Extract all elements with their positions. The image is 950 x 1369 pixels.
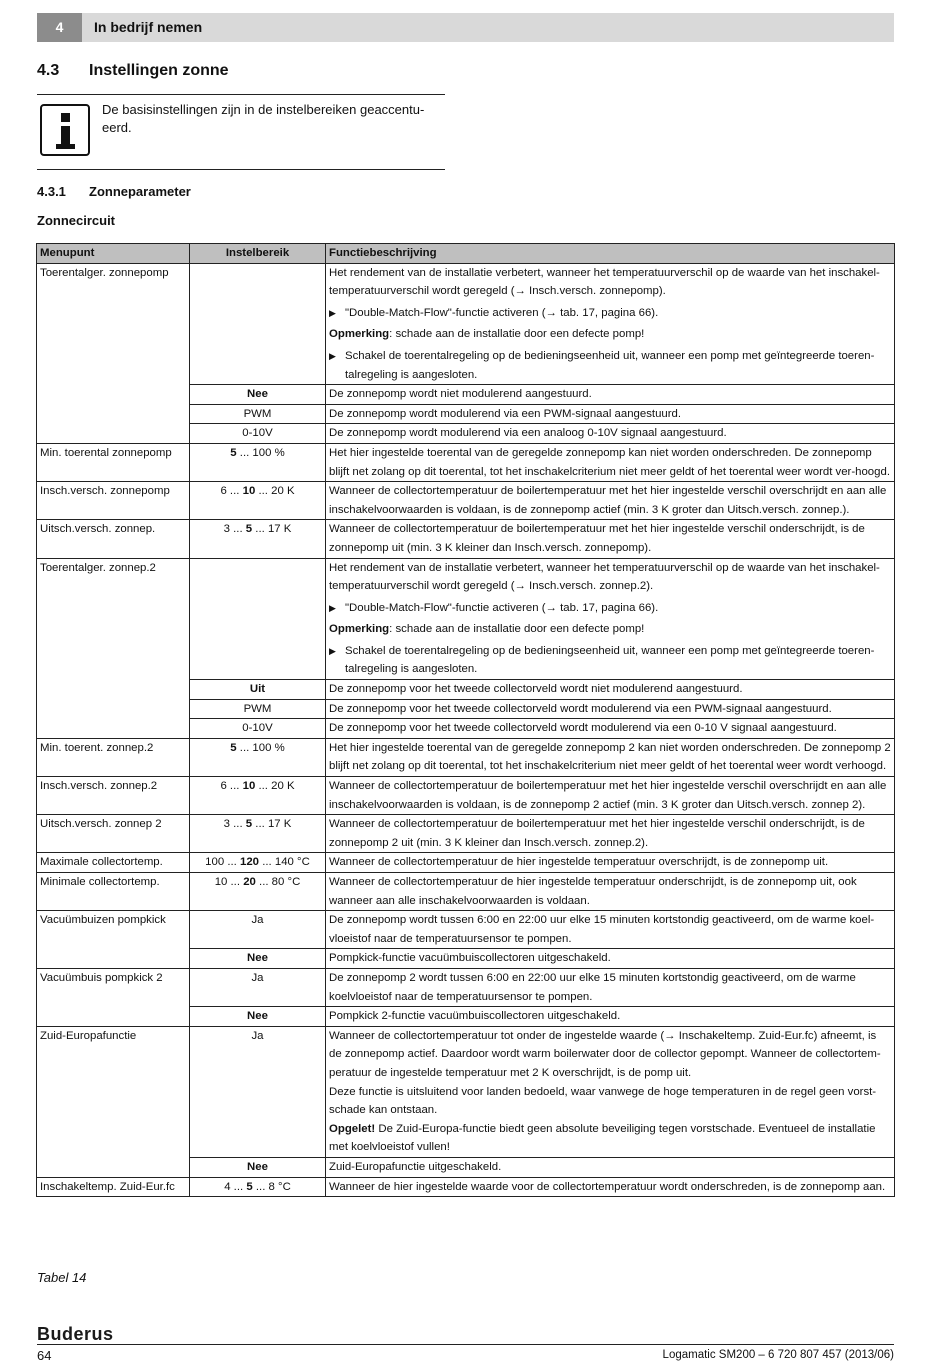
description: Wanneer de collectortemperatuur de hier ingestelde temperatuur onderschrijdt, is de zonnepomp uit, ook wanneer aan alle inschakelvoorwaarden is voldaan. (326, 873, 895, 911)
setting-range: 3 ... 5 ... 17 K (190, 520, 326, 558)
menu-item: Zuid-Europafunctie (37, 1026, 190, 1177)
menu-item: Toerentalger. zonnep.2 (37, 558, 190, 738)
setting-range: 5 ... 100 % (190, 443, 326, 481)
table-row (37, 1026, 895, 1157)
description: Wanneer de collectortemperatuur de hier ingestelde temperatuur overschrijdt, is de zonnepomp uit. (326, 853, 895, 873)
option-description: Zuid-Europafunctie uitgeschakeld. (326, 1157, 895, 1177)
table-row (37, 443, 895, 481)
chapter-number: 4 (37, 13, 82, 42)
table-row (37, 520, 895, 558)
option-range: 0-10V (190, 424, 326, 444)
option-description: De zonnepomp voor het tweede collectorveld wordt modulerend via een 0-10 V signaal aangestuurd. (326, 719, 895, 739)
description: Wanneer de collectortemperatuur de boilertemperatuur met het hier ingestelde verschil onderschrijdt, is de zonnepomp uit (min. 3 K kleiner dan Insch.versch. zonnepomp). (326, 520, 895, 558)
setting-range: 6 ... 10 ... 20 K (190, 482, 326, 520)
table-row (37, 853, 895, 873)
bullet-arrow-icon: ▶ (329, 645, 336, 656)
settings-table (36, 243, 895, 1197)
option-range: Uit (190, 680, 326, 700)
description: Wanneer de hier ingestelde waarde voor de collectortemperatuur wordt onderschreden, is de zonnepomp aan. (326, 1177, 895, 1197)
col-header-menupunt: Menupunt (37, 244, 190, 264)
table-row (37, 968, 895, 1006)
option-range: Nee (190, 1007, 326, 1027)
option-description: De zonnepomp wordt modulerend via een PWM-signaal aangestuurd. (326, 404, 895, 424)
menu-item: Toerentalger. zonnepomp (37, 263, 190, 443)
option-description: Pompkick-functie vacuümbuiscollectoren uitgeschakeld. (326, 949, 895, 969)
bullet-arrow-icon: ▶ (329, 307, 336, 318)
brand-logo: Buderus (37, 1324, 114, 1344)
menu-item: Insch.versch. zonnepomp (37, 482, 190, 520)
option-description: Pompkick 2-functie vacuümbuiscollectoren uitgeschakeld. (326, 1007, 895, 1027)
option-range: Ja (190, 1026, 326, 1157)
col-header-functiebeschrijving: Functiebeschrijving (326, 244, 895, 264)
page-number: 64 (37, 1348, 52, 1363)
table-row (37, 873, 895, 911)
setting-range: 10 ... 20 ... 80 °C (190, 873, 326, 911)
menu-item: Minimale collectortemp. (37, 873, 190, 911)
table-row (37, 815, 895, 853)
table-header-row (37, 244, 895, 264)
menu-item: Inschakeltemp. Zuid-Eur.fc (37, 1177, 190, 1197)
bullet-arrow-icon: ▶ (329, 602, 336, 613)
option-description: De zonnepomp voor het tweede collectorveld wordt niet modulerend aangestuurd. (326, 680, 895, 700)
option-range: 0-10V (190, 719, 326, 739)
option-range: PWM (190, 404, 326, 424)
menu-item: Insch.versch. zonnep.2 (37, 777, 190, 815)
menu-item: Uitsch.versch. zonnep 2 (37, 815, 190, 853)
setting-range: 6 ... 10 ... 20 K (190, 777, 326, 815)
table-row (37, 1177, 895, 1197)
table-row (37, 738, 895, 776)
menu-item: Uitsch.versch. zonnep. (37, 520, 190, 558)
subsection-title: Zonneparameter (89, 184, 191, 199)
table-row (37, 777, 895, 815)
section-number: 4.3 (37, 62, 60, 79)
chapter-title: In bedrijf nemen (94, 19, 203, 35)
table-row (37, 263, 895, 385)
setting-range: 5 ... 100 % (190, 738, 326, 776)
option-range: Ja (190, 911, 326, 949)
menu-item: Vacuümbuizen pompkick (37, 911, 190, 969)
description: Het hier ingestelde toerental van de geregelde zonnepomp kan niet worden onderschreden. De zonnepomp blijft net zolang op dit toerental, tot het inschakelcriterium niet meer geldt of het toerental weer wordt ver-hoogd. (326, 443, 895, 481)
option-description: De zonnepomp 2 wordt tussen 6:00 en 22:00 uur elke 15 minuten kortstondig geactiveerd, om de warme koelvloeistof naar de temperatuursensor te pompen. (326, 968, 895, 1006)
footer-rule (37, 1344, 894, 1345)
description: Het hier ingestelde toerental van de geregelde zonnepomp 2 kan niet worden onderschreden. De zonnepomp 2 blijft net zolang op dit toerental, tot het inschakelcriterium niet meer geldt of het toerental weer wordt verhoogd. (326, 738, 895, 776)
description: Het rendement van de installatie verbetert, wanneer het temperatuurverschil op de waarde van het inschakel-temperatuurverschil wordt geregeld (→ Insch.versch. zonnepomp). ▶ "Double-Match-Flow"-functie activeren (→ tab. 17, pagina 66). Opmerking: schade aan de installatie door een defecte pomp! ▶ Schakel de toerentalregeling op de bedieningseenheid uit, wanneer een pomp met geïntegreerde toeren-talregeling is aangesloten. (326, 263, 895, 385)
info-note: De basisinstellingen zijn in de instelbereiken geaccentu-eerd. (102, 102, 425, 135)
circuit-title: Zonnecircuit (37, 213, 116, 228)
setting-range: 3 ... 5 ... 17 K (190, 815, 326, 853)
bullet-arrow-icon: ▶ (329, 350, 336, 361)
description: Wanneer de collectortemperatuur de boilertemperatuur met het hier ingestelde verschil overschrijdt en aan alle inschakelvoorwaarden is voldaan, is de zonnepomp 2 actief (min. 3 K groter dan Uitsch.versch. zonnep 2). (326, 777, 895, 815)
menu-item: Maximale collectortemp. (37, 853, 190, 873)
col-header-instelbereik: Instelbereik (190, 244, 326, 264)
option-description: De zonnepomp wordt niet modulerend aangestuurd. (326, 385, 895, 405)
info-icon (40, 104, 90, 156)
table-row (37, 911, 895, 949)
description: Wanneer de collectortemperatuur de boilertemperatuur met het hier ingestelde verschil overschrijdt en aan alle inschakelvoorwaarden is voldaan, is de zonnepomp actief (min. 3 K groter dan Uitsch.versch. zonnep.). (326, 482, 895, 520)
option-description: De zonnepomp wordt tussen 6:00 en 22:00 uur elke 15 minuten kortstondig geactiveerd, om de warme koel-vloeistof naar de temperatuursensor te pompen. (326, 911, 895, 949)
subsection-number: 4.3.1 (37, 184, 66, 199)
option-range: Nee (190, 385, 326, 405)
table-row (37, 558, 895, 680)
document-reference: Logamatic SM200 – 6 720 807 457 (2013/06) (662, 1349, 894, 1361)
option-range: PWM (190, 699, 326, 719)
menu-item: Min. toerental zonnepomp (37, 443, 190, 481)
option-description: De zonnepomp voor het tweede collectorveld wordt modulerend via een PWM-signaal aangestuurd. (326, 699, 895, 719)
info-rule-top (37, 94, 445, 95)
setting-range: 100 ... 120 ... 140 °C (190, 853, 326, 873)
description: Wanneer de collectortemperatuur de boilertemperatuur met het hier ingestelde verschil onderschrijdt, is de zonnepomp 2 uit (min. 3 K kleiner dan Insch.versch. zonnep.2). (326, 815, 895, 853)
menu-item: Vacuümbuis pompkick 2 (37, 968, 190, 1026)
option-description: Wanneer de collectortemperatuur tot onder de ingestelde waarde (→ Inschakeltemp. Zuid-Eur.fc) afneemt, is de zonnepomp actief. Daardoor wordt warm boilerwater door de collector gepompt. Wanneer de collectortem-peratuur de ingestelde temperatuur met 2 K overschrijdt, is de pomp uit. Deze functie is uitsluitend voor landen bedoeld, waar vanwege de hoge temperaturen in de regel geen vorst-schade kan ontstaan. Opgelet! De Zuid-Europa-functie biedt geen absolute beveiliging tegen vorstschade. Eventueel de installatie met koelvloeistof vullen! (326, 1026, 895, 1157)
option-description: De zonnepomp wordt modulerend via een analoog 0-10V signaal aangestuurd. (326, 424, 895, 444)
menu-item: Min. toerent. zonnep.2 (37, 738, 190, 776)
info-rule-bottom (37, 169, 445, 170)
table-row (37, 482, 895, 520)
section-title: Instellingen zonne (89, 62, 229, 79)
option-range: Ja (190, 968, 326, 1006)
table-caption: Tabel 14 (37, 1270, 87, 1285)
option-range: Nee (190, 949, 326, 969)
description: Het rendement van de installatie verbetert, wanneer het temperatuurverschil op de waarde van het inschakel-temperatuurverschil wordt geregeld (→ Insch.versch. zonnep.2). ▶ "Double-Match-Flow"-functie activeren (→ tab. 17, pagina 66). Opmerking: schade aan de installatie door een defecte pomp! ▶ Schakel de toerentalregeling op de bedieningseenheid uit, wanneer een pomp met geïntegreerde toeren-talregeling is aangesloten. (326, 558, 895, 680)
option-range: Nee (190, 1157, 326, 1177)
setting-range: 4 ... 5 ... 8 °C (190, 1177, 326, 1197)
